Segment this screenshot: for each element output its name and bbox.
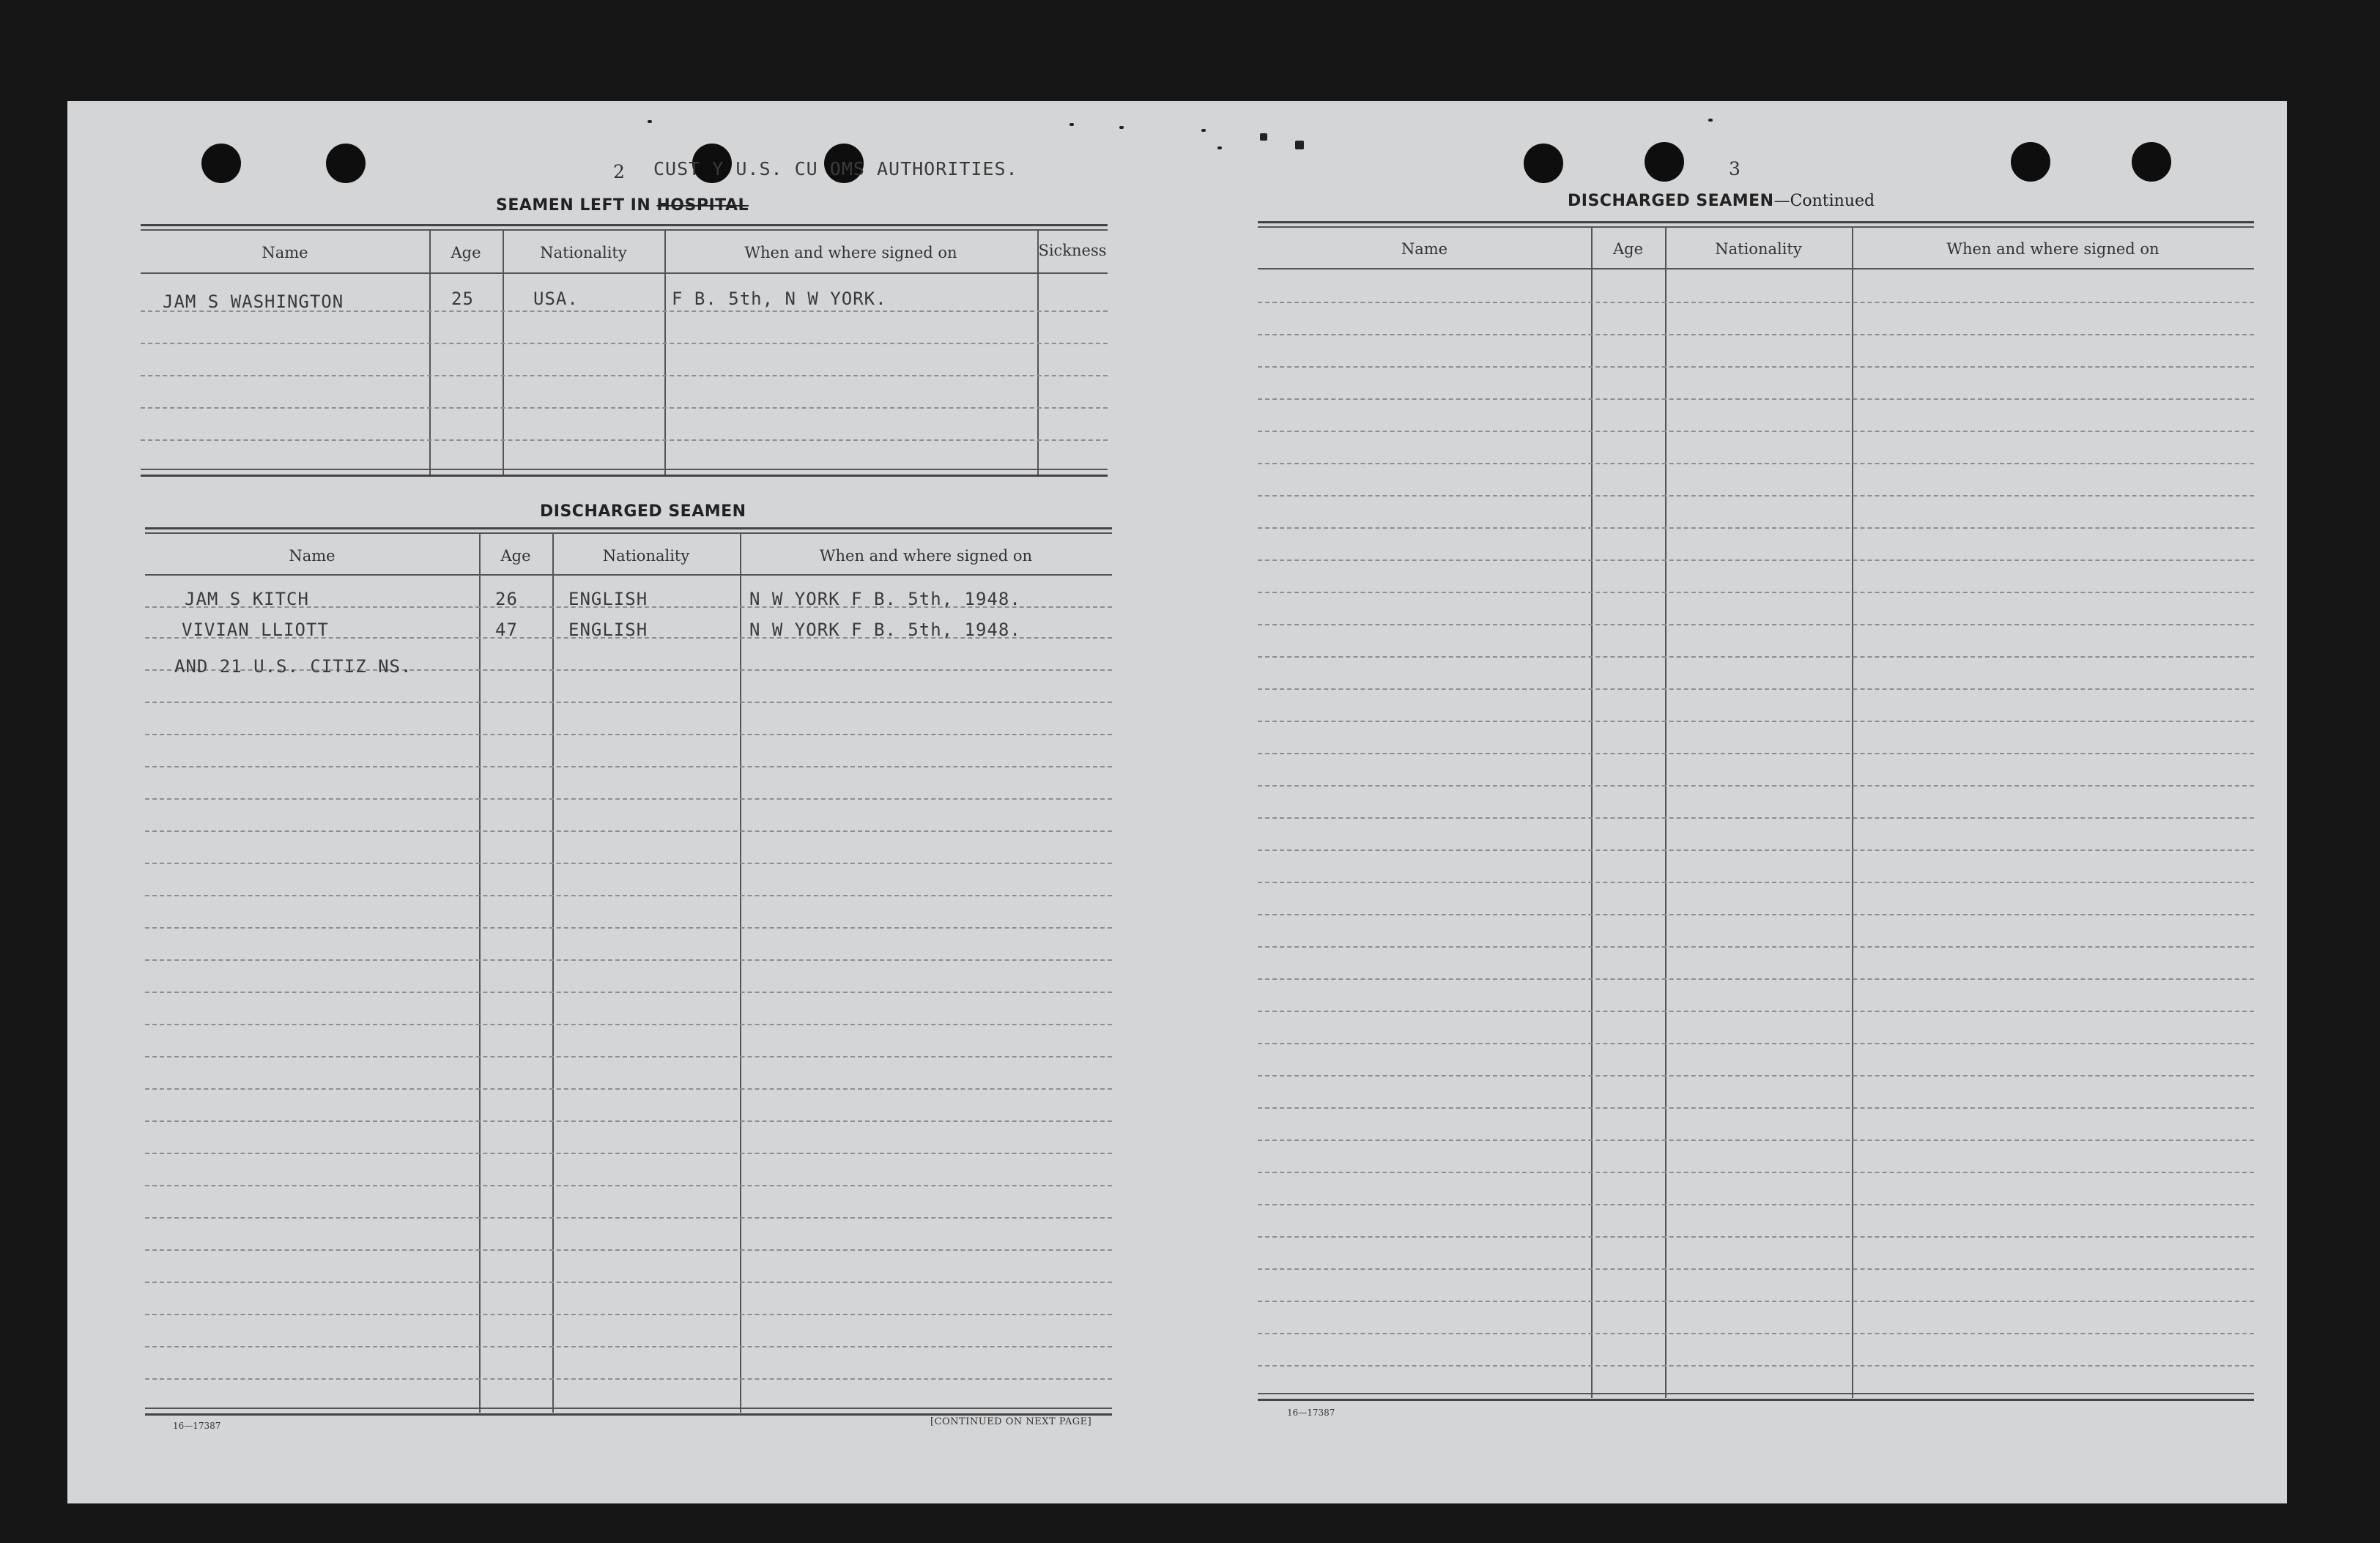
discharged-entry-2-age: 47 — [495, 620, 518, 640]
document-sheet — [67, 101, 2287, 1503]
col-header-signed-on: When and where signed on — [744, 244, 957, 261]
col-header-signed-on: When and where signed on — [819, 547, 1033, 565]
hospital-entry-nationality: USA. — [533, 289, 579, 309]
title-suffix: —Continued — [1773, 192, 1875, 210]
discharged-entry-1-signed-on: N W YORK F B. 5th, 1948. — [749, 589, 1021, 609]
hospital-entry-signed-on: F B. 5th, N W YORK. — [672, 289, 887, 309]
discharged-entry-1-age: 26 — [495, 589, 518, 609]
col-header-nationality: Nationality — [1715, 240, 1802, 258]
col-header-name: Name — [289, 547, 336, 565]
hospital-section-title — [496, 196, 749, 215]
form-number: 16—17387 — [173, 1421, 221, 1431]
discharged-section-title: DISCHARGED SEAMEN — [540, 502, 746, 521]
customs-stamp-text: CUST Y U.S. CU OMS AUTHORITIES. — [653, 158, 1018, 179]
discharged-entry-2-nationality: ENGLISH — [568, 620, 648, 640]
discharged-entry-2-signed-on: N W YORK F B. 5th, 1948. — [749, 620, 1021, 640]
left-page — [67, 101, 1177, 1503]
form-number: 16—17387 — [1287, 1408, 1335, 1418]
col-header-age: Age — [1612, 240, 1644, 258]
col-header-sickness: Sickness — [1038, 242, 1107, 259]
discharged-continued-table — [1258, 221, 2254, 1405]
discharged-table — [145, 527, 1112, 1419]
discharged-entry-3-name: AND 21 U.S. CITIZ NS. — [174, 656, 412, 677]
hospital-entry-age: 25 — [451, 289, 474, 309]
col-header-nationality: Nationality — [602, 547, 690, 565]
discharged-entry-1-name: JAM S KITCH — [185, 589, 309, 609]
discharged-entry-2-name: VIVIAN LLIOTT — [182, 620, 329, 640]
page-number: 3 — [1729, 158, 1740, 179]
hospital-entry-name: JAM S WASHINGTON — [163, 291, 344, 312]
hospital-title-prefix: SEAMEN LEFT IN — [496, 196, 657, 215]
col-header-age: Age — [451, 244, 481, 261]
hospital-title-struck: HOSPITAL — [656, 196, 749, 215]
col-header-nationality: Nationality — [540, 244, 627, 261]
title-main: DISCHARGED SEAMEN — [1568, 192, 1774, 210]
discharged-entry-1-nationality: ENGLISH — [568, 589, 648, 609]
col-header-signed-on: When and where signed on — [1946, 240, 2160, 258]
discharged-continued-title — [1568, 192, 1875, 210]
col-header-age: Age — [500, 547, 531, 565]
right-page — [1177, 101, 2287, 1503]
col-header-name: Name — [1401, 240, 1448, 258]
page-number: 2 — [613, 161, 625, 182]
continued-note: [CONTINUED ON NEXT PAGE] — [930, 1416, 1092, 1427]
hospital-table — [141, 224, 1108, 482]
col-header-name: Name — [262, 244, 308, 261]
